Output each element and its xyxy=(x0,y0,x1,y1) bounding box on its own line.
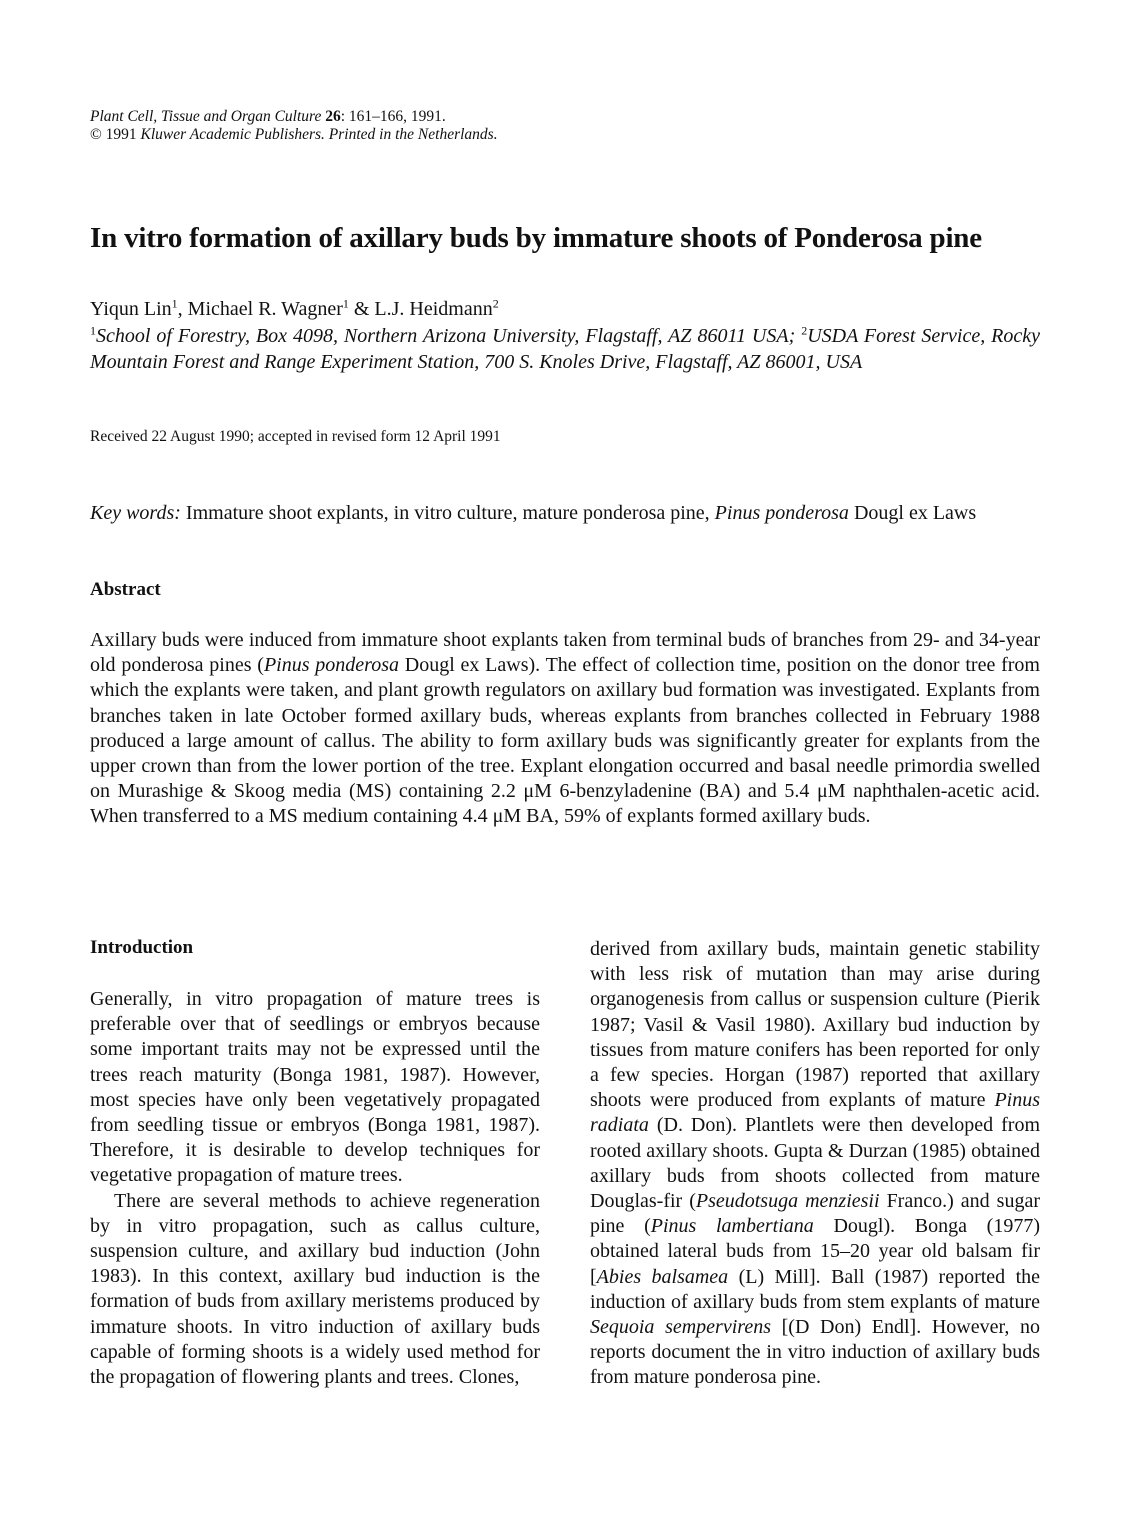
intro-r-part-6: [(D Don) Endl]. However, no reports document the in vitro induction of axillary buds from mature ponderosa pine. xyxy=(590,1316,1040,1389)
affil-1-marker: 1 xyxy=(90,323,96,338)
received-dates: Received 22 August 1990; accepted in revised form 12 April 1991 xyxy=(90,428,501,445)
keywords-label: Key words: xyxy=(90,502,181,524)
author-1: Yiqun Lin xyxy=(90,298,172,320)
paper-title: In vitro formation of axillary buds by immature shoots of Ponderosa pine xyxy=(90,222,982,254)
author-2: , Michael R. Wagner xyxy=(177,298,343,320)
author-1-affil: 1 xyxy=(171,296,178,311)
journal-volume: 26 xyxy=(325,108,341,125)
keywords-species: Pinus ponderosa xyxy=(714,502,849,524)
publisher: Kluwer Academic Publishers. Printed in the Netherlands. xyxy=(140,126,498,143)
journal-line-1 xyxy=(90,108,498,126)
affil-2: USDA Forest Service, Rocky Mountain Forest and Range Experiment Station, 700 S. Knoles Drive, Flagstaff, AZ 86001, USA xyxy=(90,325,1041,373)
intro-left-column xyxy=(90,987,540,1390)
species-pseudotsuga: Pseudotsuga menziesii xyxy=(695,1190,880,1213)
intro-r-part-2: (D. Don). Plantlets were then developed from rooted axillary shoots. Gupta & Durzan (1985) obtained axillary buds from shoots collected from mature Douglas-fir ( xyxy=(590,1114,1040,1213)
intro-right-column xyxy=(590,937,1040,1391)
copyright-symbol: © xyxy=(90,126,102,143)
abstract-part-1: Axillary buds were induced from immature shoot explants taken from terminal buds of branches from 29- and 34-year old ponderosa pines ( xyxy=(90,629,1040,677)
journal-pages: : 161–166, 1991. xyxy=(340,108,446,125)
author-3: & L.J. Heidmann xyxy=(348,298,493,320)
keywords-text: Immature shoot explants, in vitro culture, mature ponderosa pine, xyxy=(185,502,710,524)
affil-1: School of Forestry, Box 4098, Northern Arizona University, Flagstaff, AZ 86011 USA; xyxy=(96,325,796,347)
species-abies-balsamea: Abies balsamea xyxy=(596,1265,729,1288)
species-pinus-radiata: Pinus radiata xyxy=(590,1089,1040,1137)
keywords xyxy=(90,500,1040,526)
intro-paragraph-2: There are several methods to achieve regeneration by in vitro propagation, such as callus culture, suspension culture, and axillary bud induction (John 1983). In this context, axillary bud induction is the formation of buds from axillary meristems produced by immature shoots. In vitro induction of axillary buds capable of forming shoots is a widely used method for the propagation of flowering plants and trees. Clones, xyxy=(90,1189,540,1389)
intro-r-part-5: (L) Mill]. Ball (1987) reported the induction of axillary buds from stem explants of mature xyxy=(590,1265,1041,1313)
abstract-part-2: Dougl ex Laws). The effect of collection time, position on the donor tree from which the explants were taken, and plant growth regulators on axillary bud formation was investigated. Explants from branches taken in late October formed axillary buds, whereas explants from branches collected in February 1988 produced a large amount of callus. The ability to form axillary buds was significantly greater for explants from the upper crown than from the lower portion of the tree. Explant elongation occurred and basal needle primordia swelled on Murashige & Skoog media (MS) containing 2.2 μM 6-benzyladenine (BA) and 5.4 μM naphthalen-acetic acid. When transferred to a MS medium containing 4.4 μM BA, 59% of explants formed axillary buds. xyxy=(90,654,1040,828)
intro-r-part-4: Dougl). Bonga (1977) obtained lateral buds from 15–20 year old balsam fir [ xyxy=(590,1215,1040,1288)
author-2-affil: 1 xyxy=(342,296,349,311)
author-list xyxy=(90,296,499,322)
journal-line-2 xyxy=(90,126,498,144)
abstract-heading: Abstract xyxy=(90,579,161,600)
intro-paragraph-1: Generally, in vitro propagation of mature trees is preferable over that of seedlings or embryos because some important traits may not be expressed until the trees reach maturity (Bonga 1981, 1987). However, most species have only been vegetatively propagated from seedling tissue or embryos (Bonga 1981, 1987). Therefore, it is desirable to develop techniques for vegetative propagation of mature trees. xyxy=(90,988,540,1187)
species-pinus-lambertiana: Pinus lambertiana xyxy=(650,1215,814,1238)
abstract-species: Pinus ponderosa xyxy=(263,654,399,677)
keywords-tail: Dougl ex Laws xyxy=(853,502,977,524)
copyright-year: 1991 xyxy=(105,126,137,143)
abstract-body xyxy=(90,628,1040,830)
intro-paragraph-3 xyxy=(590,937,1040,1391)
journal-citation xyxy=(90,108,498,144)
author-3-affil: 2 xyxy=(492,296,499,311)
journal-name: Plant Cell, Tissue and Organ Culture xyxy=(90,108,322,125)
affiliations xyxy=(90,323,1040,375)
intro-r-part-1: derived from axillary buds, maintain genetic stability with less risk of mutation than may arise during organogenesis from callus or suspension culture (Pierik 1987; Vasil & Vasil 1980). Axillary bud induction by tissues from mature conifers has been reported for only a few species. Horgan (1987) reported that axillary shoots were produced from explants of mature xyxy=(590,938,1040,1112)
introduction-heading: Introduction xyxy=(90,937,194,958)
intro-r-part-3: Franco.) and sugar pine ( xyxy=(590,1190,1040,1238)
affil-2-marker: 2 xyxy=(801,323,808,338)
species-sequoia: Sequoia sempervirens xyxy=(590,1316,771,1339)
